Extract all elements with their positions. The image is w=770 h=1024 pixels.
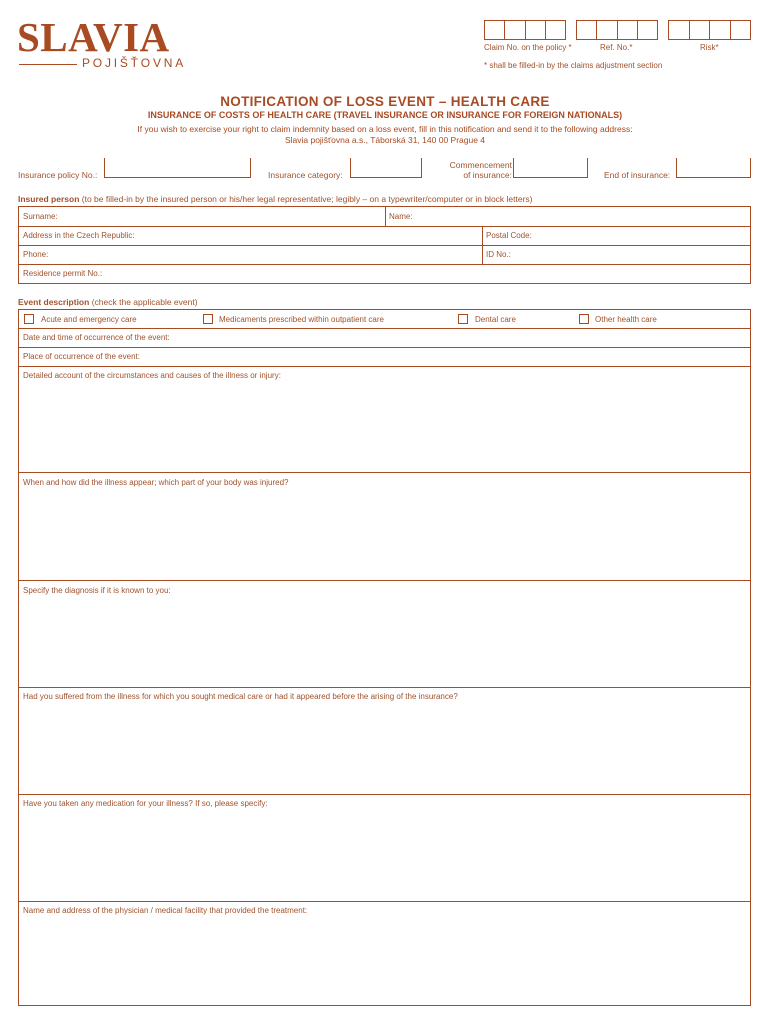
- insured-table: [18, 206, 751, 284]
- logo-rule: [19, 64, 77, 65]
- other-care-label: Other health care: [595, 315, 657, 324]
- medicaments-label: Medicaments prescribed within outpatient care: [219, 315, 384, 324]
- event-heading: [18, 297, 198, 307]
- risk-boxes[interactable]: [668, 20, 751, 40]
- physician-area[interactable]: [19, 902, 750, 1005]
- medicaments-checkbox[interactable]: [203, 314, 213, 324]
- category-field[interactable]: [350, 158, 422, 178]
- circumstances-area[interactable]: [19, 367, 750, 473]
- prior-illness-label: Had you suffered from the illness for which you sought medical care or had it appeared before the arising of the insurance?: [23, 692, 458, 701]
- risk-label: Risk*: [700, 43, 719, 52]
- place-row[interactable]: [19, 348, 750, 367]
- commencement-field[interactable]: [513, 158, 588, 178]
- surname-row[interactable]: [19, 207, 750, 227]
- event-heading-note: (check the applicable event): [91, 297, 198, 307]
- insured-heading-title: Insured person: [18, 194, 80, 204]
- category-label: Insurance category:: [268, 170, 343, 180]
- other-care-checkbox[interactable]: [579, 314, 589, 324]
- end-insurance-label: End of insurance:: [604, 170, 671, 180]
- residence-row[interactable]: [19, 265, 750, 284]
- address-row[interactable]: [19, 227, 750, 246]
- ref-no-boxes[interactable]: [576, 20, 658, 40]
- postal-code-label: Postal Code:: [486, 231, 532, 240]
- slavia-logo: SLAVIA: [17, 14, 170, 60]
- commencement-label-1: Commencement: [449, 160, 512, 170]
- intro-line-1: If you wish to exercise your right to claim indemnity based on a loss event, fill in this notification and send it to the following address:: [137, 124, 633, 134]
- claim-no-label: Claim No. on the policy *: [484, 43, 572, 52]
- diagnosis-label: Specify the diagnosis if it is known to you:: [23, 586, 171, 595]
- medication-area[interactable]: [19, 795, 750, 902]
- dental-care-label: Dental care: [475, 315, 516, 324]
- intro-line-2: Slavia pojišťovna a.s., Táborská 31, 140 00 Prague 4: [284, 135, 486, 145]
- circumstances-label: Detailed account of the circumstances and causes of the illness or injury:: [23, 371, 281, 380]
- insured-heading-note: (to be filled-in by the insured person or his/her legal representative; legibly – on a typewriter/computer or in block letters): [81, 194, 533, 204]
- surname-label: Surname:: [23, 212, 58, 221]
- prior-illness-area[interactable]: [19, 688, 750, 795]
- event-table: [18, 309, 751, 1006]
- illness-appearance-area[interactable]: [19, 473, 750, 581]
- phone-label: Phone:: [23, 250, 49, 259]
- event-options-row: [19, 310, 750, 329]
- phone-row[interactable]: [19, 246, 750, 265]
- claim-no-boxes[interactable]: [484, 20, 566, 40]
- medication-label: Have you taken any medication for your illness? If so, please specify:: [23, 799, 268, 808]
- acute-care-checkbox[interactable]: [24, 314, 34, 324]
- acute-care-label: Acute and emergency care: [41, 315, 137, 324]
- policy-no-label: Insurance policy No.:: [18, 170, 98, 180]
- intro-text: [0, 124, 770, 146]
- date-time-label: Date and time of occurrence of the event:: [23, 333, 170, 342]
- diagnosis-area[interactable]: [19, 581, 750, 688]
- form-subtitle: INSURANCE OF COSTS OF HEALTH CARE (TRAVEL INSURANCE OR INSURANCE FOR FOREIGN NATIONALS): [147, 110, 623, 120]
- date-time-row[interactable]: [19, 329, 750, 348]
- ref-no-label: Ref. No.*: [600, 43, 633, 52]
- policy-no-field[interactable]: [104, 158, 251, 178]
- logo-subtitle: POJIŠŤOVNA: [82, 56, 187, 70]
- event-heading-title: Event description: [18, 297, 90, 307]
- id-no-label: ID No.:: [486, 250, 511, 259]
- form-title: NOTIFICATION OF LOSS EVENT – HEALTH CARE: [220, 94, 550, 109]
- header-note: * shall be filled-in by the claims adjustment section: [484, 61, 663, 70]
- illness-appearance-label: When and how did the illness appear; which part of your body was injured?: [23, 478, 289, 487]
- commencement-label-2: of insurance:: [463, 170, 512, 180]
- residence-permit-label: Residence permit No.:: [23, 269, 103, 278]
- physician-label: Name and address of the physician / medical facility that provided the treatment:: [23, 906, 308, 915]
- place-label: Place of occurrence of the event:: [23, 352, 140, 361]
- insured-heading: [18, 194, 533, 204]
- address-label: Address in the Czech Republic:: [23, 231, 135, 240]
- end-insurance-field[interactable]: [676, 158, 751, 178]
- dental-care-checkbox[interactable]: [458, 314, 468, 324]
- name-label: Name:: [389, 212, 413, 221]
